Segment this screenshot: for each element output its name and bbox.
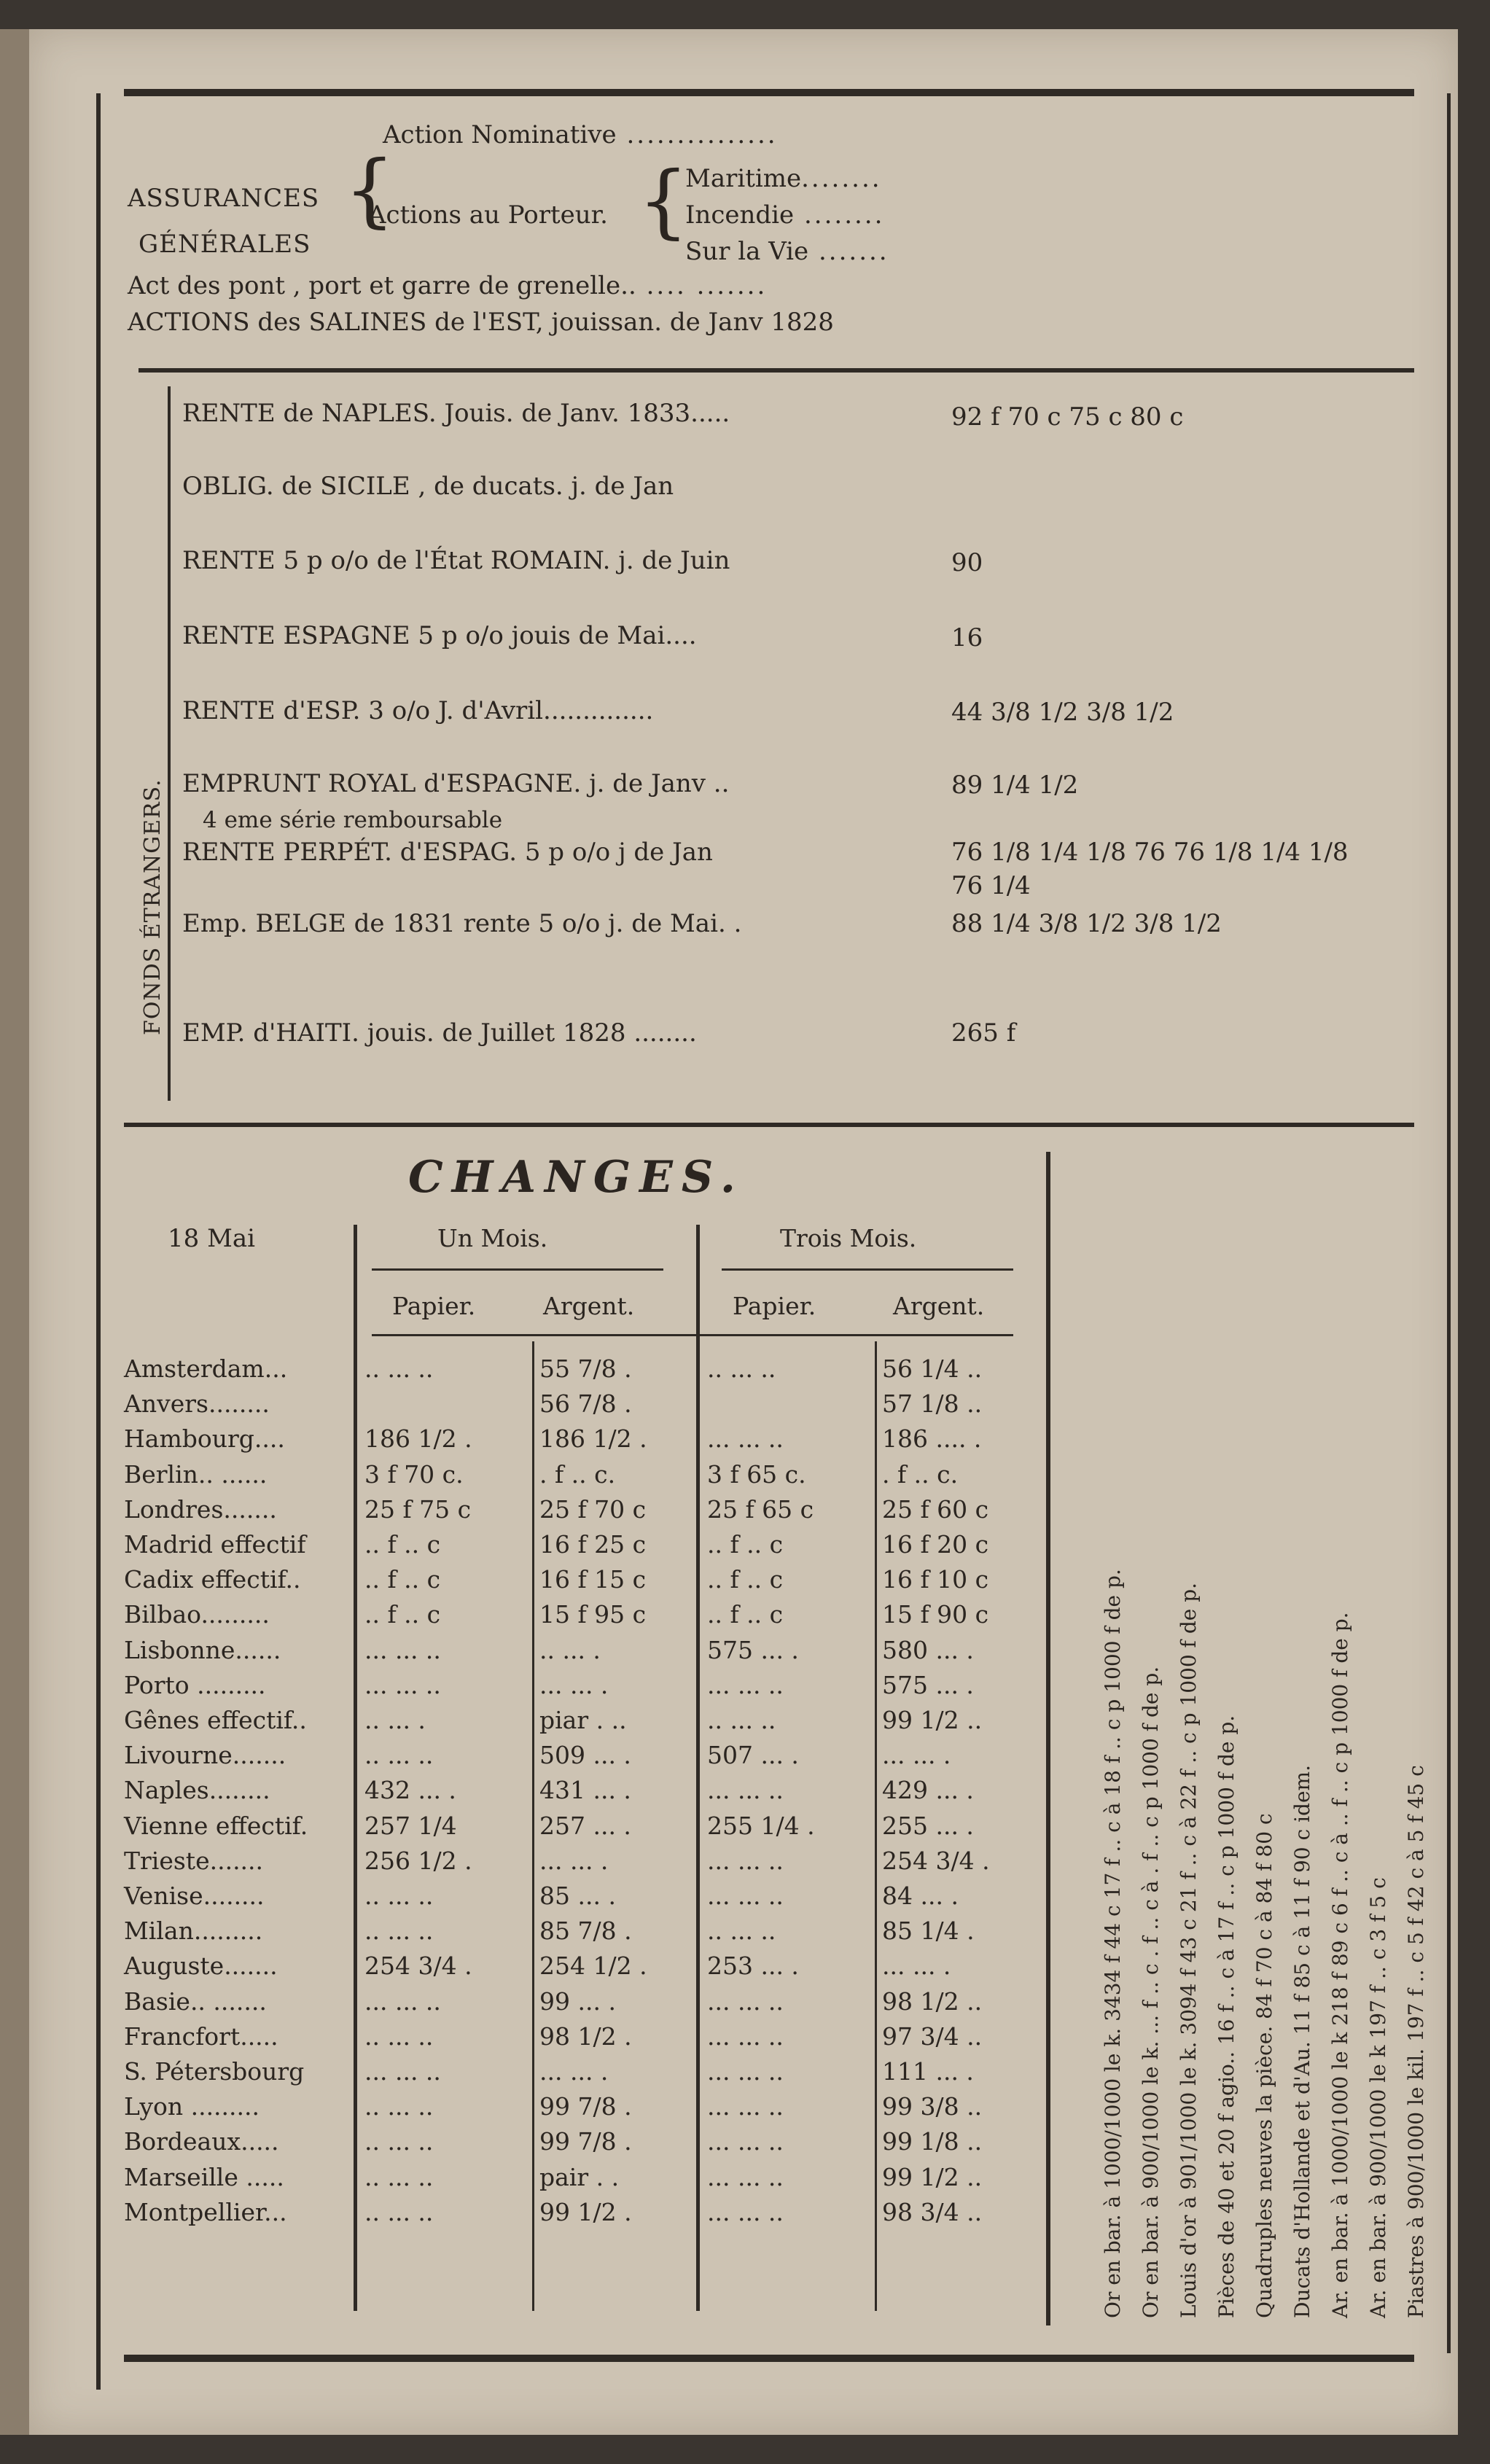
place-name: Londres....... [124,1494,277,1524]
un-mois-papier: .. f .. c [364,1565,441,1594]
un-mois-argent: 431 ... . [539,1776,631,1805]
place-name: Porto ......... [124,1670,266,1699]
table-row [124,2159,1130,2193]
trois-mois-papier: 3 f 65 c. [707,1459,806,1489]
metal-price-line: Ducats d'Hollande et d'Au. 11 f 85 c à 11 f 90 c idem. [1290,1764,1314,2318]
maritime-label: Maritime........ [685,164,882,193]
ledger-page [29,29,1458,2435]
table-row [124,2053,1130,2087]
salines-row: ACTIONS des SALINES de l'EST, jouissan. de Janv 1828 [128,308,834,337]
table-row [124,1912,1130,1946]
changes-title: CHANGES. [408,1152,744,1203]
argent-header-2: Argent. [893,1292,985,1320]
un-mois-argent: 85 ... . [539,1882,616,1910]
trois-mois-papier: 507 ... . [707,1741,799,1770]
table-row [124,2123,1130,2157]
fonds-name: RENTE ESPAGNE 5 p o/o jouis de Mai.... [182,621,697,650]
fonds-name: OBLIG. de SICILE , de ducats. j. de Jan [182,472,674,501]
un-mois-papier: .. ... .. [364,1741,434,1770]
un-mois-papier: .. ... .. [364,1354,434,1383]
trois-mois-argent: 15 f 90 c [882,1600,989,1629]
argent-header-1: Argent. [543,1292,635,1320]
changes-date: 18 Mai [168,1224,256,1253]
un-mois-papier: 256 1/2 . [364,1846,472,1875]
un-mois-argent: 99 1/2 . [539,2197,632,2226]
fonds-value: 76 1/8 1/4 1/8 76 76 1/8 1/4 1/8 [951,838,1349,867]
place-name: Marseille ..... [124,2162,284,2191]
right-border [1447,93,1451,2353]
trois-mois-papier: ... ... .. [707,1846,784,1875]
un-mois-argent: 55 7/8 . [539,1354,632,1383]
fonds-value: 16 [951,623,983,652]
place-name: Madrid effectif [124,1530,306,1559]
un-mois-header: Un Mois. [437,1224,548,1252]
metal-price-line: Louis d'or à 901/1000 le k. 3094 f 43 c 21 f .. c à 22 f .. c p 1000 f de p. [1177,1582,1201,2318]
fonds-value: 88 1/4 3/8 1/2 3/8 1/2 [951,909,1222,938]
table-row [124,1842,1130,1876]
section-divider-1 [139,368,1414,373]
metal-price-line: Piastres à 900/1000 le kil. 197 f .. c 5 f 42 c à 5 f 45 c [1404,1765,1428,2318]
top-border [124,89,1414,96]
trois-mois-papier: .. f .. c [707,1600,784,1629]
un-mois-argent: piar . .. [539,1706,627,1734]
trois-mois-argent: 97 3/4 .. [882,2022,983,2051]
un-mois-papier: .. ... .. [364,2162,434,2191]
fonds-name: EMP. d'HAITI. jouis. de Juillet 1828 ........ [182,1018,697,1048]
trois-mois-argent: 255 ... . [882,1811,974,1840]
un-mois-argent: 186 1/2 . [539,1424,647,1454]
trois-mois-argent: 98 1/2 .. [882,1987,983,2016]
trois-mois-papier: .. ... .. [707,1354,776,1383]
un-mois-papier: ... ... .. [364,1670,441,1699]
metal-price-line: Ar. en bar. à 1000/1000 le k 218 f 89 c 6 f .. c à .. f .. c p 1000 f de p. [1328,1612,1352,2318]
un-mois-papier: 3 f 70 c. [364,1459,464,1489]
place-name: Milan......... [124,1917,263,1946]
fonds-value: 90 [951,548,983,577]
trois-mois-argent: 186 .... . [882,1424,982,1454]
un-mois-papier: .. ... . [364,1706,426,1734]
trois-mois-header: Trois Mois. [780,1224,917,1252]
un-mois-argent: 25 f 70 c [539,1494,647,1524]
trois-mois-papier: ... ... .. [707,2022,784,2051]
un-mois-rule [372,1268,663,1271]
table-row [124,1596,1130,1630]
fonds-name: RENTE PERPÉT. d'ESPAG. 5 p o/o j de Jan [182,838,713,867]
un-mois-argent: 56 7/8 . [539,1389,632,1419]
table-row [124,1701,1130,1736]
papier-header-1: Papier. [392,1292,476,1320]
place-name: Bordeaux..... [124,2127,279,2156]
table-row [124,1456,1130,1490]
trois-mois-papier: ... ... .. [707,2162,784,2191]
un-mois-argent: pair . . [539,2162,620,2191]
trois-mois-papier: .. ... .. [707,1917,776,1946]
fonds-vertical-rule [168,386,171,1101]
left-border [96,93,101,2390]
trois-mois-argent: 580 ... . [882,1635,974,1664]
un-mois-papier: ... ... .. [364,1987,441,2016]
trois-mois-argent: 99 3/8 .. [882,2092,983,2121]
trois-mois-papier: ... ... .. [707,1987,784,2016]
trois-mois-argent: 429 ... . [882,1776,974,1805]
un-mois-argent: 15 f 95 c [539,1600,647,1629]
un-mois-argent: 509 ... . [539,1741,631,1770]
place-name: Francfort..... [124,2022,278,2051]
brace-porteur: { [638,154,689,247]
un-mois-argent: 254 1/2 . [539,1952,647,1981]
trois-mois-papier: ... ... .. [707,2092,784,2121]
table-row [124,2018,1130,2052]
trois-mois-papier: .. ... .. [707,1706,776,1734]
fonds-name: RENTE d'ESP. 3 o/o J. d'Avril.............. [182,696,654,725]
place-name: Amsterdam... [124,1354,288,1383]
metal-price-line: Pièces de 40 et 20 f agio.. 16 f .. c à 17 f .. c p 1000 f de p. [1214,1715,1239,2318]
un-mois-papier: 257 1/4 [364,1811,457,1840]
trois-mois-argent: . f .. c. [882,1459,959,1489]
trois-mois-argent: ... ... . [882,1952,951,1981]
trois-mois-argent: 99 1/2 .. [882,1706,983,1734]
trois-mois-papier: .. f .. c [707,1530,784,1559]
table-row [124,2088,1130,2122]
trois-mois-argent: 99 1/2 .. [882,2162,983,2191]
fonds-name: EMPRUNT ROYAL d'ESPAGNE. j. de Janv .. [182,769,730,798]
table-row [124,1736,1130,1771]
fonds-value: 89 1/4 1/2 [951,771,1079,800]
trois-mois-papier: ... ... .. [707,2127,784,2156]
table-row [124,1631,1130,1666]
book-spine [0,29,32,2435]
metal-price-line: Or en bar. à 1000/1000 le k. 3434 f 44 c 17 f .. c à 18 f .. c p 1000 f de p. [1101,1569,1125,2318]
metal-price-line: Ar. en bar. à 900/1000 le k 197 f .. c 3 f 5 c [1366,1877,1390,2318]
incendie-label: Incendie ........ [685,200,885,230]
trois-mois-argent: 99 1/8 .. [882,2127,983,2156]
un-mois-argent: ... ... . [539,2057,609,2086]
place-name: Naples........ [124,1776,270,1805]
actions-porteur: Actions au Porteur. [368,200,608,230]
un-mois-argent: 99 7/8 . [539,2092,632,2121]
papier-header-2: Papier. [733,1292,816,1320]
table-row [124,2194,1130,2228]
place-name: Gênes effectif.. [124,1706,307,1734]
vie-label: Sur la Vie ....... [685,237,889,266]
un-mois-papier: .. f .. c [364,1600,441,1629]
fonds-etrangers-label: FONDS ÉTRANGERS. [140,779,165,1035]
un-mois-papier: 432 ... . [364,1776,456,1805]
un-mois-argent: 16 f 15 c [539,1565,647,1594]
trois-mois-argent: 25 f 60 c [882,1494,989,1524]
un-mois-argent: 99 7/8 . [539,2127,632,2156]
trois-mois-argent: 16 f 10 c [882,1565,989,1594]
trois-mois-argent: 254 3/4 . [882,1846,990,1875]
table-row [124,1420,1130,1454]
table-row [124,1807,1130,1841]
place-name: Livourne....... [124,1741,286,1770]
fonds-value: 265 f [951,1018,1016,1048]
table-row [124,1666,1130,1701]
trois-mois-papier: 255 1/4 . [707,1811,815,1840]
place-name: Lisbonne...... [124,1635,281,1664]
fonds-value: 92 f 70 c 75 c 80 c [951,402,1184,432]
trois-mois-argent: 16 f 20 c [882,1530,989,1559]
place-name: Auguste....... [124,1952,278,1981]
un-mois-argent: ... ... . [539,1846,609,1875]
un-mois-argent: ... ... . [539,1670,609,1699]
trois-mois-papier: 575 ... . [707,1635,799,1664]
place-name: Hambourg.... [124,1424,285,1454]
un-mois-papier: .. ... .. [364,2092,434,2121]
trois-mois-argent: 85 1/4 . [882,1917,975,1946]
trois-mois-papier: 25 f 65 c [707,1494,814,1524]
section-divider-2 [124,1123,1414,1127]
un-mois-argent: . f .. c. [539,1459,616,1489]
trois-mois-argent: 56 1/4 .. [882,1354,983,1383]
un-mois-papier: .. ... .. [364,2197,434,2226]
un-mois-papier: .. ... .. [364,2022,434,2051]
table-row [124,1561,1130,1595]
fonds-note: 4 eme série remboursable [203,807,503,833]
un-mois-argent: 99 ... . [539,1987,616,2016]
generales-label: GÉNÉRALES [139,230,311,259]
un-mois-papier: 186 1/2 . [364,1424,472,1454]
un-mois-papier: .. f .. c [364,1530,441,1559]
place-name: Vienne effectif. [124,1811,308,1840]
place-name: S. Pétersbourg [124,2057,305,2086]
bottom-border [124,2355,1414,2362]
trois-mois-papier: ... ... .. [707,2197,784,2226]
table-row [124,1947,1130,1981]
table-row [124,1350,1130,1384]
un-mois-argent: 16 f 25 c [539,1530,647,1559]
un-mois-papier: ... ... .. [364,1635,441,1664]
un-mois-papier: 254 3/4 . [364,1952,472,1981]
fonds-name: Emp. BELGE de 1831 rente 5 o/o j. de Mai. . [182,909,742,938]
trois-mois-papier: ... ... .. [707,1776,784,1805]
header-underline [372,1334,1013,1336]
table-row [124,1526,1130,1560]
un-mois-argent: .. ... . [539,1635,601,1664]
fonds-value: 44 3/8 1/2 3/8 1/2 [951,698,1174,727]
un-mois-papier: .. ... .. [364,2127,434,2156]
action-nominative: Action Nominative ............... [383,120,778,149]
assurances-label: ASSURANCES [128,184,320,213]
fonds-name: RENTE 5 p o/o de l'État ROMAIN. j. de Juin [182,546,730,575]
un-mois-papier: .. ... .. [364,1917,434,1946]
trois-mois-papier: ... ... .. [707,1424,784,1454]
place-name: Cadix effectif.. [124,1565,301,1594]
metal-price-line: Or en bar. à 900/1000 le k. ... f .. c . f .. c à . f .. c p 1000 f de p. [1139,1666,1163,2318]
trois-mois-argent: 57 1/8 .. [882,1389,983,1419]
trois-mois-papier: ... ... .. [707,1670,784,1699]
fonds-value-cont: 76 1/4 [951,871,1031,900]
trois-mois-papier: 253 ... . [707,1952,799,1981]
un-mois-argent: 85 7/8 . [539,1917,632,1946]
trois-mois-argent: 98 3/4 .. [882,2197,983,2226]
table-row [124,1983,1130,2017]
trois-mois-argent: ... ... . [882,1741,951,1770]
place-name: Lyon ......... [124,2092,260,2121]
trois-mois-papier: ... ... .. [707,2057,784,2086]
un-mois-papier: ... ... .. [364,2057,441,2086]
table-row [124,1385,1130,1419]
brace-assurances: { [344,143,395,236]
trois-mois-rule [722,1268,1013,1271]
un-mois-argent: 98 1/2 . [539,2022,632,2051]
place-name: Montpellier... [124,2197,287,2226]
trois-mois-papier: .. f .. c [707,1565,784,1594]
place-name: Berlin.. ...... [124,1459,268,1489]
table-row [124,1491,1130,1525]
trois-mois-papier: ... ... .. [707,1882,784,1910]
pont-row: Act des pont , port et garre de grenelle.. .... ....... [128,271,768,300]
place-name: Anvers........ [124,1389,270,1419]
place-name: Trieste....... [124,1846,264,1875]
table-row [124,1771,1130,1806]
trois-mois-argent: 575 ... . [882,1670,974,1699]
place-name: Venise........ [124,1882,265,1910]
un-mois-papier: .. ... .. [364,1882,434,1910]
un-mois-argent: 257 ... . [539,1811,631,1840]
un-mois-papier: 25 f 75 c [364,1494,472,1524]
table-row [124,1877,1130,1911]
metal-price-line: Quadruples neuves la pièce. 84 f 70 c à 84 f 80 c [1252,1813,1276,2318]
trois-mois-argent: 111 ... . [882,2057,974,2086]
place-name: Bilbao......... [124,1600,270,1629]
fonds-name: RENTE de NAPLES. Jouis. de Janv. 1833..... [182,399,730,428]
trois-mois-argent: 84 ... . [882,1882,959,1910]
changes-table [124,1350,1050,2327]
place-name: Basie.. ....... [124,1987,267,2016]
